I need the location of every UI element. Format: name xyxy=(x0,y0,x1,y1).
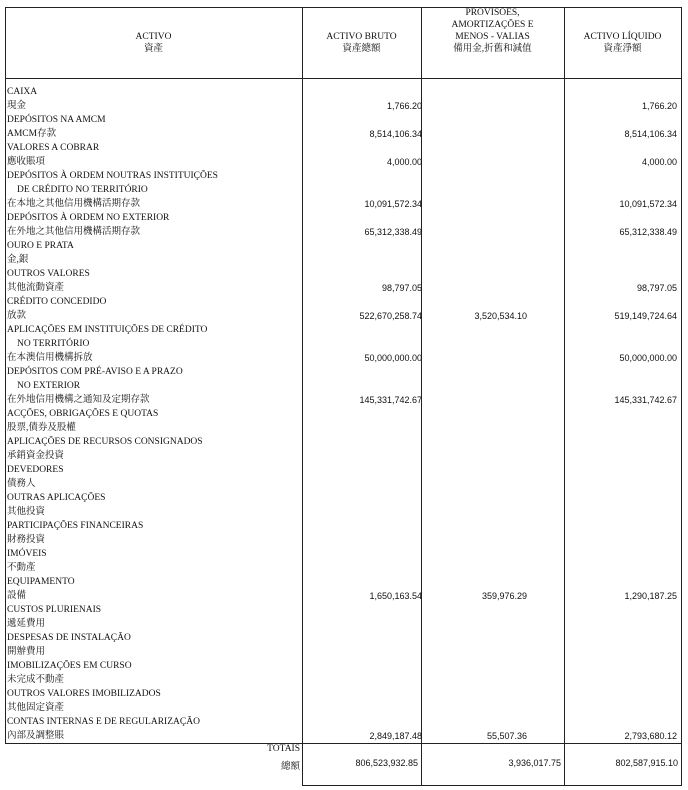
value-liquido: 1,766.20 xyxy=(641,101,677,111)
table-row xyxy=(7,225,682,239)
row-label: IMÓVEIS xyxy=(7,549,47,559)
table-row xyxy=(7,631,682,645)
table-row xyxy=(7,659,682,673)
value-bruto: 145,331,742.67 xyxy=(359,395,422,405)
row-label: 應收賬項 xyxy=(7,157,46,167)
row-label: 其他固定資產 xyxy=(7,703,65,713)
value-liquido: 145,331,742.67 xyxy=(614,395,677,405)
row-label: PARTICIPAÇÕES FINANCEIRAS xyxy=(7,521,144,531)
value-liquido: 1,290,187.25 xyxy=(624,591,677,601)
table-row xyxy=(7,645,682,659)
row-label: DEPÓSITOS À ORDEM NO EXTERIOR xyxy=(7,213,170,223)
row-label: 在外地之其他信用機構活期存款 xyxy=(7,227,141,237)
row-label: 其他投資 xyxy=(7,507,46,517)
header-provisoes xyxy=(421,7,564,78)
table-row xyxy=(7,253,682,267)
value-liquido: 2,793,680.12 xyxy=(624,731,677,741)
table-row xyxy=(7,239,682,253)
table-row xyxy=(7,547,682,561)
totals-label-zh: 總額 xyxy=(280,762,300,772)
table-row xyxy=(7,85,682,99)
row-label: 在本澳信用機構拆放 xyxy=(7,353,93,363)
row-label: 遞延費用 xyxy=(7,619,46,629)
row-label: 現金 xyxy=(7,101,27,111)
table-row xyxy=(7,309,682,323)
table-row xyxy=(7,687,682,701)
row-label: 開辦費用 xyxy=(7,647,46,657)
row-label: 設備 xyxy=(7,591,27,601)
value-bruto: 10,091,572.34 xyxy=(364,199,422,209)
row-label: DE CRÉDITO NO TERRITÓRIO xyxy=(17,185,148,195)
table-row xyxy=(7,421,682,435)
table-body xyxy=(7,85,682,743)
table-row xyxy=(7,337,682,351)
row-label: 在本地之其他信用機構活期存款 xyxy=(7,199,141,209)
value-bruto: 8,514,106.34 xyxy=(369,129,422,139)
table-row xyxy=(7,701,682,715)
totals-label: TOTAIS xyxy=(267,744,300,754)
table-row xyxy=(7,113,682,127)
row-label: NO EXTERIOR xyxy=(17,381,81,391)
table-row xyxy=(7,407,682,421)
header-prov-line: AMORTIZAÇÕES E xyxy=(451,20,534,30)
table-row xyxy=(7,267,682,281)
value-bruto: 522,670,258.74 xyxy=(359,311,422,321)
table-row xyxy=(7,281,682,295)
table-row xyxy=(7,127,682,141)
table-row xyxy=(7,449,682,463)
table-row xyxy=(7,435,682,449)
row-label: CRÉDITO CONCEDIDO xyxy=(7,297,107,307)
header-liquido-label: ACTIVO LÍQUIDO xyxy=(583,31,662,42)
value-liquido: 65,312,338.49 xyxy=(619,227,677,237)
value-bruto: 2,849,187.48 xyxy=(369,731,422,741)
row-label: OUTRAS APLICAÇÕES xyxy=(7,493,106,503)
table-row xyxy=(7,729,682,743)
header-bruto-label: ACTIVO BRUTO xyxy=(326,31,397,42)
row-label: DEPÓSITOS COM PRÉ-AVISO E A PRAZO xyxy=(7,367,183,377)
row-label: DEPÓSITOS NA AMCM xyxy=(7,115,106,125)
table-row xyxy=(7,211,682,225)
table-row xyxy=(7,505,682,519)
header-activo xyxy=(5,7,302,78)
value-bruto: 65,312,338.49 xyxy=(364,227,422,237)
table-row xyxy=(7,183,682,197)
value-bruto: 50,000,000.00 xyxy=(364,353,422,363)
row-label: IMOBILIZAÇÕES EM CURSO xyxy=(7,661,132,671)
header-activo-label-zh: 資產 xyxy=(143,43,163,54)
value-liquido: 519,149,724.64 xyxy=(614,311,677,321)
header-activo-label: ACTIVO xyxy=(135,31,172,42)
value-bruto: 4,000.00 xyxy=(386,157,422,167)
table-row xyxy=(7,351,682,365)
row-label: DEPÓSITOS À ORDEM NOUTRAS INSTITUIÇÕES xyxy=(7,171,218,181)
table-row xyxy=(7,673,682,687)
row-label: 未完成不動產 xyxy=(7,675,65,685)
table-row xyxy=(7,715,682,729)
value-liquido: 50,000,000.00 xyxy=(619,353,677,363)
row-label: ACÇÕES, OBRIGAÇÕES E QUOTAS xyxy=(7,409,159,419)
value-bruto: 1,766.20 xyxy=(386,101,422,111)
header-liquido xyxy=(564,7,681,78)
table-row xyxy=(7,155,682,169)
total-liquido: 802,587,915.10 xyxy=(615,758,678,768)
row-label: 承銷資金投資 xyxy=(7,451,65,461)
header-liquido-label-zh: 資產淨額 xyxy=(603,43,642,54)
table-row xyxy=(7,603,682,617)
table-row xyxy=(7,141,682,155)
table-row xyxy=(7,99,682,113)
totals-divider xyxy=(302,743,682,744)
table-row xyxy=(7,323,682,337)
row-label: CAIXA xyxy=(7,87,38,97)
table-row xyxy=(7,169,682,183)
row-label: DEVEDORES xyxy=(7,465,64,475)
value-bruto: 1,650,163.54 xyxy=(369,591,422,601)
total-provisoes: 3,936,017.75 xyxy=(508,758,561,768)
table-row xyxy=(7,561,682,575)
table-row xyxy=(7,575,682,589)
row-label: 不動產 xyxy=(7,563,36,573)
table-row xyxy=(7,477,682,491)
row-label: EQUIPAMENTO xyxy=(7,577,75,587)
row-label: 財務投資 xyxy=(7,535,46,545)
table-bottom xyxy=(302,785,682,786)
value-liquido: 8,514,106.34 xyxy=(624,129,677,139)
header-prov-line: MENOS - VALIAS xyxy=(455,32,530,42)
value-provisoes: 3,520,534.10 xyxy=(474,311,527,321)
value-provisoes: 55,507.36 xyxy=(486,731,527,741)
table-row xyxy=(7,295,682,309)
row-label: 放款 xyxy=(7,311,27,321)
header-bruto-label-zh: 資產總額 xyxy=(342,43,381,54)
row-label: NO TERRITÓRIO xyxy=(17,339,90,349)
row-label: APLICAÇÕES EM INSTITUIÇÕES DE CRÉDITO xyxy=(7,325,208,335)
header-divider xyxy=(5,78,682,79)
header-prov-label-zh: 備用金,折舊和減值 xyxy=(453,44,532,54)
row-label: 其他流動資產 xyxy=(7,283,65,293)
row-label: OUTROS VALORES IMOBILIZADOS xyxy=(7,689,161,699)
table-row xyxy=(7,589,682,603)
table-row xyxy=(7,197,682,211)
row-label: AMCM存款 xyxy=(7,129,57,139)
row-label: CUSTOS PLURIENAIS xyxy=(7,605,102,615)
table-row xyxy=(7,617,682,631)
row-label: 債務人 xyxy=(7,479,36,489)
value-liquido: 4,000.00 xyxy=(641,157,677,167)
row-label: 股票,債券及股權 xyxy=(7,423,76,433)
value-bruto: 98,797.05 xyxy=(381,283,422,293)
table-row xyxy=(7,533,682,547)
row-label: 金,銀 xyxy=(7,255,29,265)
value-provisoes: 359,976.29 xyxy=(481,591,527,601)
value-liquido: 10,091,572.34 xyxy=(619,199,677,209)
row-label: CONTAS INTERNAS E DE REGULARIZAÇÃO xyxy=(7,717,200,727)
row-label: OUTROS VALORES xyxy=(7,269,90,279)
row-label: 在外地信用機構之通知及定期存款 xyxy=(7,395,150,405)
table-row xyxy=(7,379,682,393)
table-row xyxy=(7,491,682,505)
row-label: 內部及調整賬 xyxy=(7,731,65,741)
table-row xyxy=(7,365,682,379)
table-row xyxy=(7,519,682,533)
row-label: VALORES A COBRAR xyxy=(7,143,100,153)
table-row xyxy=(7,463,682,477)
row-label: OURO E PRATA xyxy=(7,241,74,251)
total-bruto: 806,523,932.85 xyxy=(355,758,418,768)
table-row xyxy=(7,393,682,407)
header-prov-line: PROVISÕES, xyxy=(465,8,520,18)
row-label: DESPESAS DE INSTALAÇÃO xyxy=(7,633,131,643)
row-label: APLICAÇÕES DE RECURSOS CONSIGNADOS xyxy=(7,437,203,447)
value-liquido: 98,797.05 xyxy=(636,283,677,293)
header-bruto xyxy=(302,7,421,78)
